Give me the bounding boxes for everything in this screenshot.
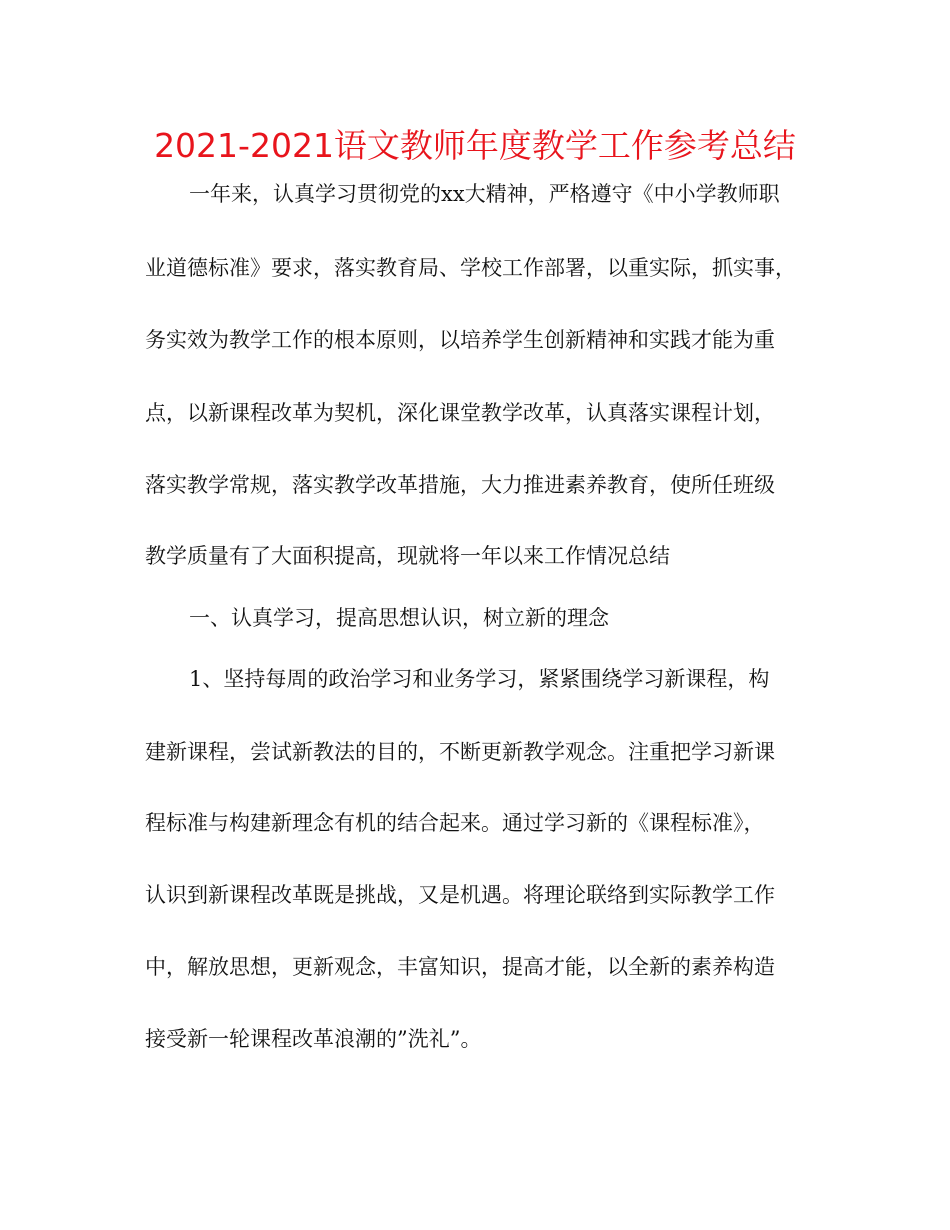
- section-heading: 一、认真学习，提高思想认识，树立新的理念: [189, 606, 609, 630]
- paragraph-line: 一年来，认真学习贯彻党的xx大精神，严格遵守《中小学教师职: [189, 182, 780, 206]
- paragraph-line: 程标准与构建新理念有机的结合起来。通过学习新的《课程标准》，: [145, 811, 765, 835]
- paragraph-line: 建新课程，尝试新教法的目的，不断更新教学观念。注重把学习新课: [145, 740, 775, 764]
- paragraph-line: 接受新一轮课程改革浪潮的”洗礼”。: [145, 1027, 482, 1051]
- paragraph-line: 业道德标准》要求，落实教育局、学校工作部署，以重实际，抓实事，: [145, 256, 796, 280]
- paragraph-line: 点，以新课程改革为契机，深化课堂教学改革，认真落实课程计划，: [145, 401, 775, 425]
- document-title: 2021-2021语文教师年度教学工作参考总结: [154, 126, 796, 165]
- paragraph-line: 中，解放思想，更新观念，丰富知识，提高才能，以全新的素养构造: [145, 955, 775, 979]
- paragraph-line: 务实效为教学工作的根本原则，以培养学生创新精神和实践才能为重: [145, 328, 775, 352]
- paragraph-line: 认识到新课程改革既是挑战，又是机遇。将理论联络到实际教学工作: [145, 883, 775, 907]
- paragraph-line: 1、坚持每周的政治学习和业务学习，紧紧围绕学习新课程，构: [189, 667, 770, 691]
- paragraph-line: 落实教学常规，落实教学改革措施，大力推进素养教育，使所任班级: [145, 473, 775, 497]
- paragraph-line: 教学质量有了大面积提高，现就将一年以来工作情况总结: [145, 544, 670, 568]
